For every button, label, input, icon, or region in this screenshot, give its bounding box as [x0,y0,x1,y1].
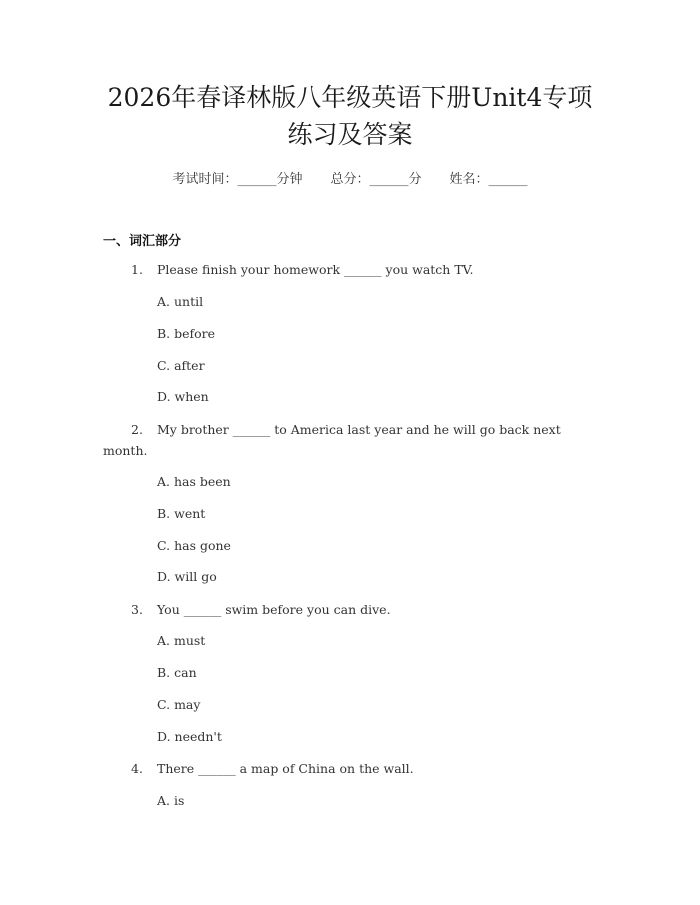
option: D. when [157,389,209,404]
question-number: 4. [131,761,143,776]
option: A. has been [157,474,231,489]
question-text: You ______ swim before you can dive. [157,602,391,617]
option: A. must [157,633,206,648]
question-text: Please finish your homework ______ you watch TV. [157,262,474,277]
question-3 [103,599,593,620]
question-4 [103,758,593,779]
option: C. after [157,358,205,373]
doc-title-line2: 练习及答案 [287,120,413,149]
question-text: My brother ______ to America last year and he will go back next month. [103,422,561,458]
section-heading-vocabulary: 一、词汇部分 [103,234,182,249]
question-1 [103,259,593,280]
exam-time: 考试时间：______分钟 [172,172,303,187]
question-number: 3. [131,602,143,617]
option: D. will go [157,569,217,584]
option: C. has gone [157,538,231,553]
question-2 [103,419,593,461]
option: A. is [157,793,185,808]
exam-score: 总分：______分 [330,172,422,187]
question-text: There ______ a map of China on the wall. [157,761,414,776]
option: B. went [157,506,206,521]
option: C. may [157,697,201,712]
question-number: 1. [131,262,143,277]
exam-meta [0,168,700,187]
option: A. until [157,294,204,309]
option: D. needn't [157,729,222,744]
question-number: 2. [131,422,143,437]
option: B. before [157,326,216,341]
exam-name: 姓名：______ [449,172,528,187]
option: B. can [157,665,197,680]
doc-title-line1: 2026年春译林版八年级英语下册Unit4专项 [107,83,593,112]
